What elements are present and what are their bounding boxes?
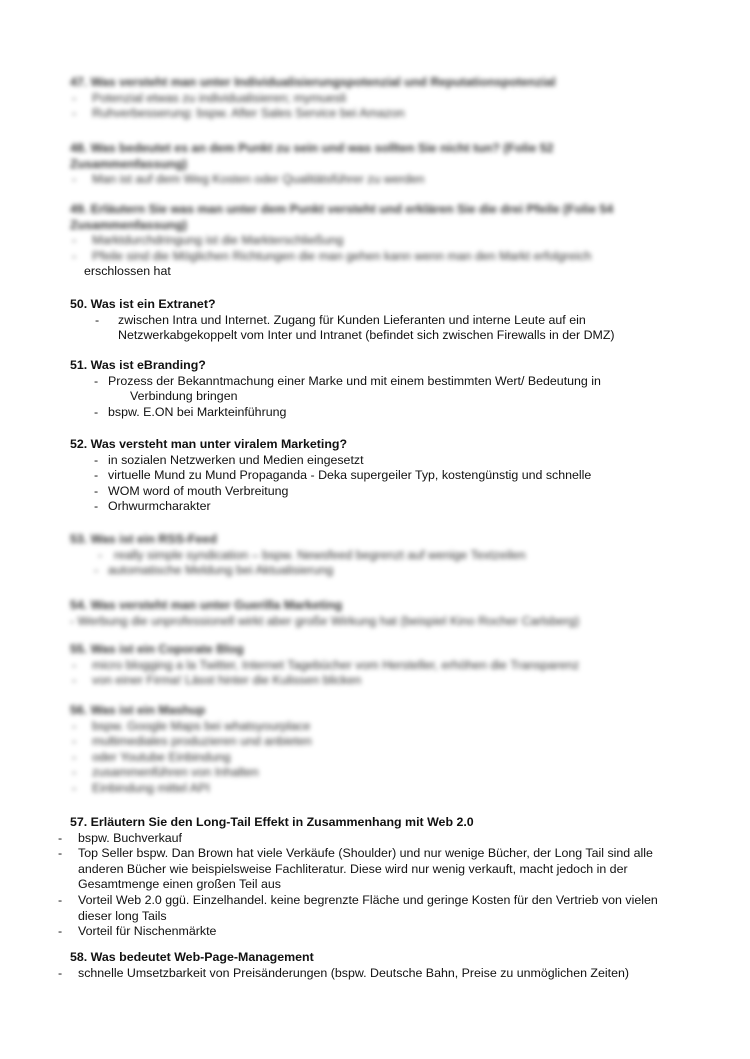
question-49 xyxy=(70,202,710,280)
question-54-title: 54. Was versteht man unter Guerilla Marketing xyxy=(70,598,343,612)
list-item: - Man ist auf dem Weg Kosten oder Qualitätsführer zu werden xyxy=(72,172,425,187)
list-item: - von einer Firma! Lässt hinter die Kulissen blicken xyxy=(72,673,362,688)
list-item: - micro blogging a la Twitter, Internet Tagebücher vom Hersteller, erhöhen die Transparenz xyxy=(72,657,580,672)
list-item: - Pfeile sind die Möglichen Richtungen die man gehen kann wenn man den Markt erfolgreich xyxy=(72,248,592,263)
list-item: - in sozialen Netzwerken und Medien eingesetzt xyxy=(94,452,364,467)
list-item: - multimediales produzieren und anbieten xyxy=(72,734,312,749)
question-56 xyxy=(70,703,710,797)
list-item: - virtuelle Mund zu Mund Propaganda - Deka supergeiler Typ, kostengünstig und schnelle xyxy=(94,468,592,483)
question-53 xyxy=(70,532,710,579)
list-item: - Vorteil Web 2.0 ggü. Einzelhandel. keine begrenzte Fläche und geringe Kosten für den Vertrieb von vielen dieser long Tails xyxy=(58,892,658,923)
list-item: - Potenzial etwas zu individualisieren; mymuesli xyxy=(72,90,347,105)
question-48 xyxy=(70,141,610,188)
list-item: - Top Seller bspw. Dan Brown hat viele Verkäufe (Shoulder) und nur wenige Bücher, der Long Tail sind alle anderen Bücher wie beispielsweise Fachliteratur. Diese wird nur wenig verkauft, macht jedoch in der Gesamtmenge einen großen Teil aus xyxy=(58,846,653,892)
question-55 xyxy=(70,642,710,689)
list-item: - Ruhverbesserung: bspw. After Sales Service bei Amazon xyxy=(72,106,405,121)
question-54-text: - Werbung die unprofessionell wirkt aber große Wirkung hat (beispiel Kino Rocher Carlsberg) xyxy=(70,613,580,628)
list-item: - really simple syndication – bspw. Newsfeed begrenzt auf wenige Textzeilen xyxy=(98,547,526,562)
question-57-title: 57. Erläutern Sie den Long-Tail Effekt in Zusammenhang mit Web 2.0 xyxy=(70,815,474,829)
list-item: - Prozess der Bekanntmachung einer Marke und mit einem bestimmten Wert/ Bedeutung in xyxy=(94,373,601,388)
question-56-title: 56. Was ist ein Mashup xyxy=(70,703,206,717)
list-item: - bspw. Google Maps bei whatsyourplace xyxy=(72,718,311,733)
question-58 xyxy=(58,950,710,981)
question-57 xyxy=(58,815,660,940)
list-item: - WOM word of mouth Verbreitung xyxy=(94,483,289,498)
question-52-title: 52. Was versteht man unter viralem Marketing? xyxy=(70,437,348,451)
list-item: - Orhwurmcharakter xyxy=(94,499,211,514)
list-item: - bspw. E.ON bei Markteinführung xyxy=(94,404,287,419)
question-49-tail: erschlossen hat xyxy=(84,264,171,279)
question-51 xyxy=(70,358,710,420)
question-58-title: 58. Was bedeutet Web-Page-Management xyxy=(70,950,314,964)
question-52 xyxy=(70,437,710,515)
list-item-continuation: Verbindung bringen xyxy=(130,389,238,404)
question-50-title: 50. Was ist ein Extranet? xyxy=(70,297,216,311)
question-54 xyxy=(70,598,710,629)
list-item: - automatische Meldung bei Aktualisierung xyxy=(94,563,334,578)
question-55-title: 55. Was ist ein Coporate Blog xyxy=(70,642,244,656)
question-49-title: 49. Erläutern Sie was man unter dem Punkt versteht und erklären Sie die drei Pfeile (Folie 54 Zusammenfassung) xyxy=(70,202,614,232)
list-item: - bspw. Buchverkauf xyxy=(58,830,183,845)
list-item: - Marktdurchdringung ist die Markterschließung xyxy=(72,233,344,248)
list-item: - zwischen Intra und Internet. Zugang für Kunden Lieferanten und interne Leute auf ein Netzwerkabgekoppelt vom Inter und Intranet (befindet sich zwischen Firewalls in der DMZ) xyxy=(95,312,615,343)
question-51-title: 51. Was ist eBranding? xyxy=(70,358,206,372)
list-item: - oder Youtube Einbindung xyxy=(72,749,231,764)
question-47 xyxy=(70,75,710,122)
question-50 xyxy=(70,297,650,344)
question-48-title: 48. Was bedeutet es an dem Punkt zu sein und was sollten Sie nicht tun? (Folie 52 Zusammenfassung) xyxy=(70,141,554,171)
list-item: - zusammenführen von Inhalten xyxy=(72,765,259,780)
question-47-title: 47. Was versteht man unter Individualisierungspotenzial und Reputationspotenzial xyxy=(70,75,556,89)
question-53-title: 53. Was ist ein RSS-Feed xyxy=(70,532,217,546)
list-item: - Vorteil für Nischenmärkte xyxy=(58,924,217,939)
list-item: - Einbindung mittel API xyxy=(72,780,210,795)
list-item: - schnelle Umsetzbarkeit von Preisänderungen (bspw. Deutsche Bahn, Preise zu unmöglichen Zeiten) xyxy=(58,965,629,980)
